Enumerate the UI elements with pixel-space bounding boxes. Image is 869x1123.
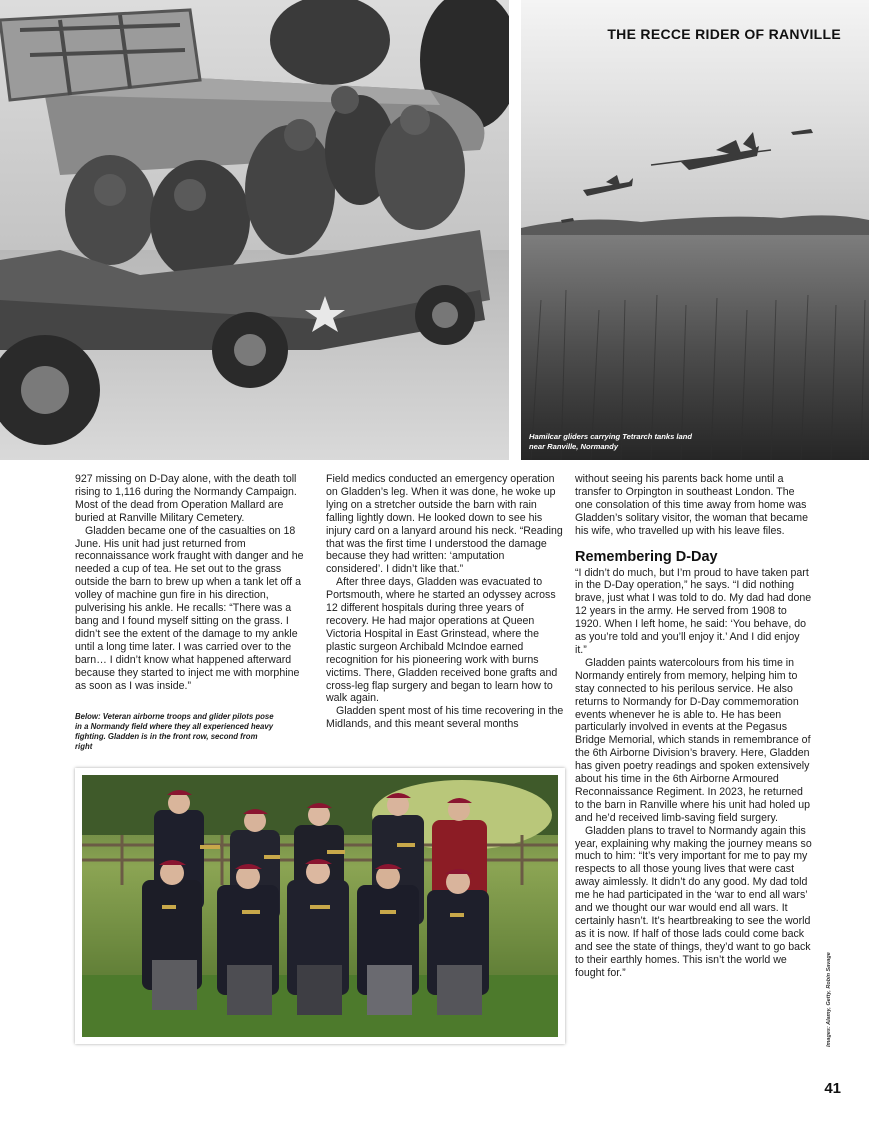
page-number: 41 (824, 1080, 841, 1097)
photo-veterans-group (82, 775, 558, 1037)
photo-veterans-frame (75, 768, 565, 1044)
veterans-caption: Below: Veteran airborne troops and glider pilots pose in a Normandy field where they all experienced heavy fighting. Gladden is in the front row, second from right (75, 712, 274, 751)
veterans-group-image (82, 775, 558, 1037)
gliders-caption: Hamilcar gliders carrying Tetrarch tanks land near Ranville, Normandy (529, 432, 693, 451)
column-3-paragraph: without seeing his parents back home until a transfer to Orpington in southeast London. The one consolation of this time away from home was Gladden’s solitary visitor, the woman that became his wife, who travelled up with his leave files. (575, 473, 808, 537)
column-1 (75, 473, 311, 692)
column-3 (575, 473, 812, 980)
soldiers-jeep-image (0, 0, 509, 460)
column-2-paragraph: Gladden spent most of his time recovering in the Midlands, and this meant several months (326, 705, 564, 731)
image-credit: Images: Alamy, Getty, Robin Savage (826, 952, 832, 1047)
gliders-field-image (521, 0, 869, 460)
photo-gliders-landing (521, 0, 869, 460)
column-2 (326, 473, 564, 731)
section-subheading: Remembering D-Day (575, 548, 718, 565)
column-3-paragraph: “I didn’t do much, but I’m proud to have taken part in the D-Day operation,” he says. “I did nothing brave, just what I was told to do. My dad had done 12 years in the army. He served from 1908 to 1920. When I left home, he said: ‘You behave, do as you’re told and you’ll enjoy it.’ And I did enjoy it.” (575, 566, 812, 656)
column-3-paragraph: Gladden plans to travel to Normandy again this year, explaining why making the journey means so much to him: “It’s very important for me to pay my respects to all those young lives that were cast away aimlessly. It didn’t do any good. My dad told me he had participated in the ‘war to end all wars’ and we thought our war would end all wars. It certainly hasn’t. It’s heartbreaking to see the world as it is now. If half of those lads could come back and see the state of things, they’d want to go back to their earthly homes. This isn’t the world we fought for.” (575, 824, 812, 979)
column-3-paragraph: Gladden paints watercolours from his time in Normandy entirely from memory, helping him to stay connected to his perilous service. He also returns to Normandy for D-Day commemoration events whenever he is able to. He has been particularly involved in events at the Pegasus Bridge Memorial, which stands in remembrance of the 6th Airborne Division’s bravery. Here, Gladden has given poetry readings and spoken extensively about his time in the 6th Airborne Armoured Reconnaissance Regiment. In 2023, he returned to the barn in Ranville where his unit had holed up and he’d received limb-saving field surgery. (575, 656, 811, 824)
column-1-paragraph: 927 missing on D-Day alone, with the death toll rising to 1,116 during the Normandy Campaign. Most of the dead from Operation Mallard are buried at Ranville Military Cemetery. (75, 473, 297, 524)
column-2-paragraph: Field medics conducted an emergency operation on Gladden’s leg. When it was done, he woke up lying on a stretcher outside the barn with rain falling lightly down. He looked down to see his injury card on a lanyard around his neck. “Reading that was the first time I understood the damage because they had written: ‘amputation considered’. I didn’t like that.” (326, 473, 563, 576)
running-title: THE RECCE RIDER OF RANVILLE (607, 26, 841, 42)
column-1-paragraph: Gladden became one of the casualties on 18 June. His unit had just returned from reconnaissance work fraught with danger and he needed a cup of tea. He set out to the grass outside the barn to brew up when a tank let off a volley of machine gun fire in his direction, pulverising his ankle. He recalls: “There was a bang and I found myself sitting on the grass. I didn’t see the extent of the damage to my ankle until a long time later. I was carried over to the barn… I didn’t know what happened afterward because they started to inject me with morphine as soon as I was inside.” (75, 524, 304, 692)
column-2-paragraph: After three days, Gladden was evacuated to Portsmouth, where he started an odyssey across 12 different hospitals during three years of recovery. He had major operations at Queen Victoria Hospital in East Grinstead, where the plastic surgeon Archibald McIndoe earned recognition for his pioneering work with burns victims. There, Gladden received bone grafts and cross-leg flap surgery and began to learn how to walk again. (326, 576, 558, 705)
photo-soldiers-jeep (0, 0, 509, 460)
